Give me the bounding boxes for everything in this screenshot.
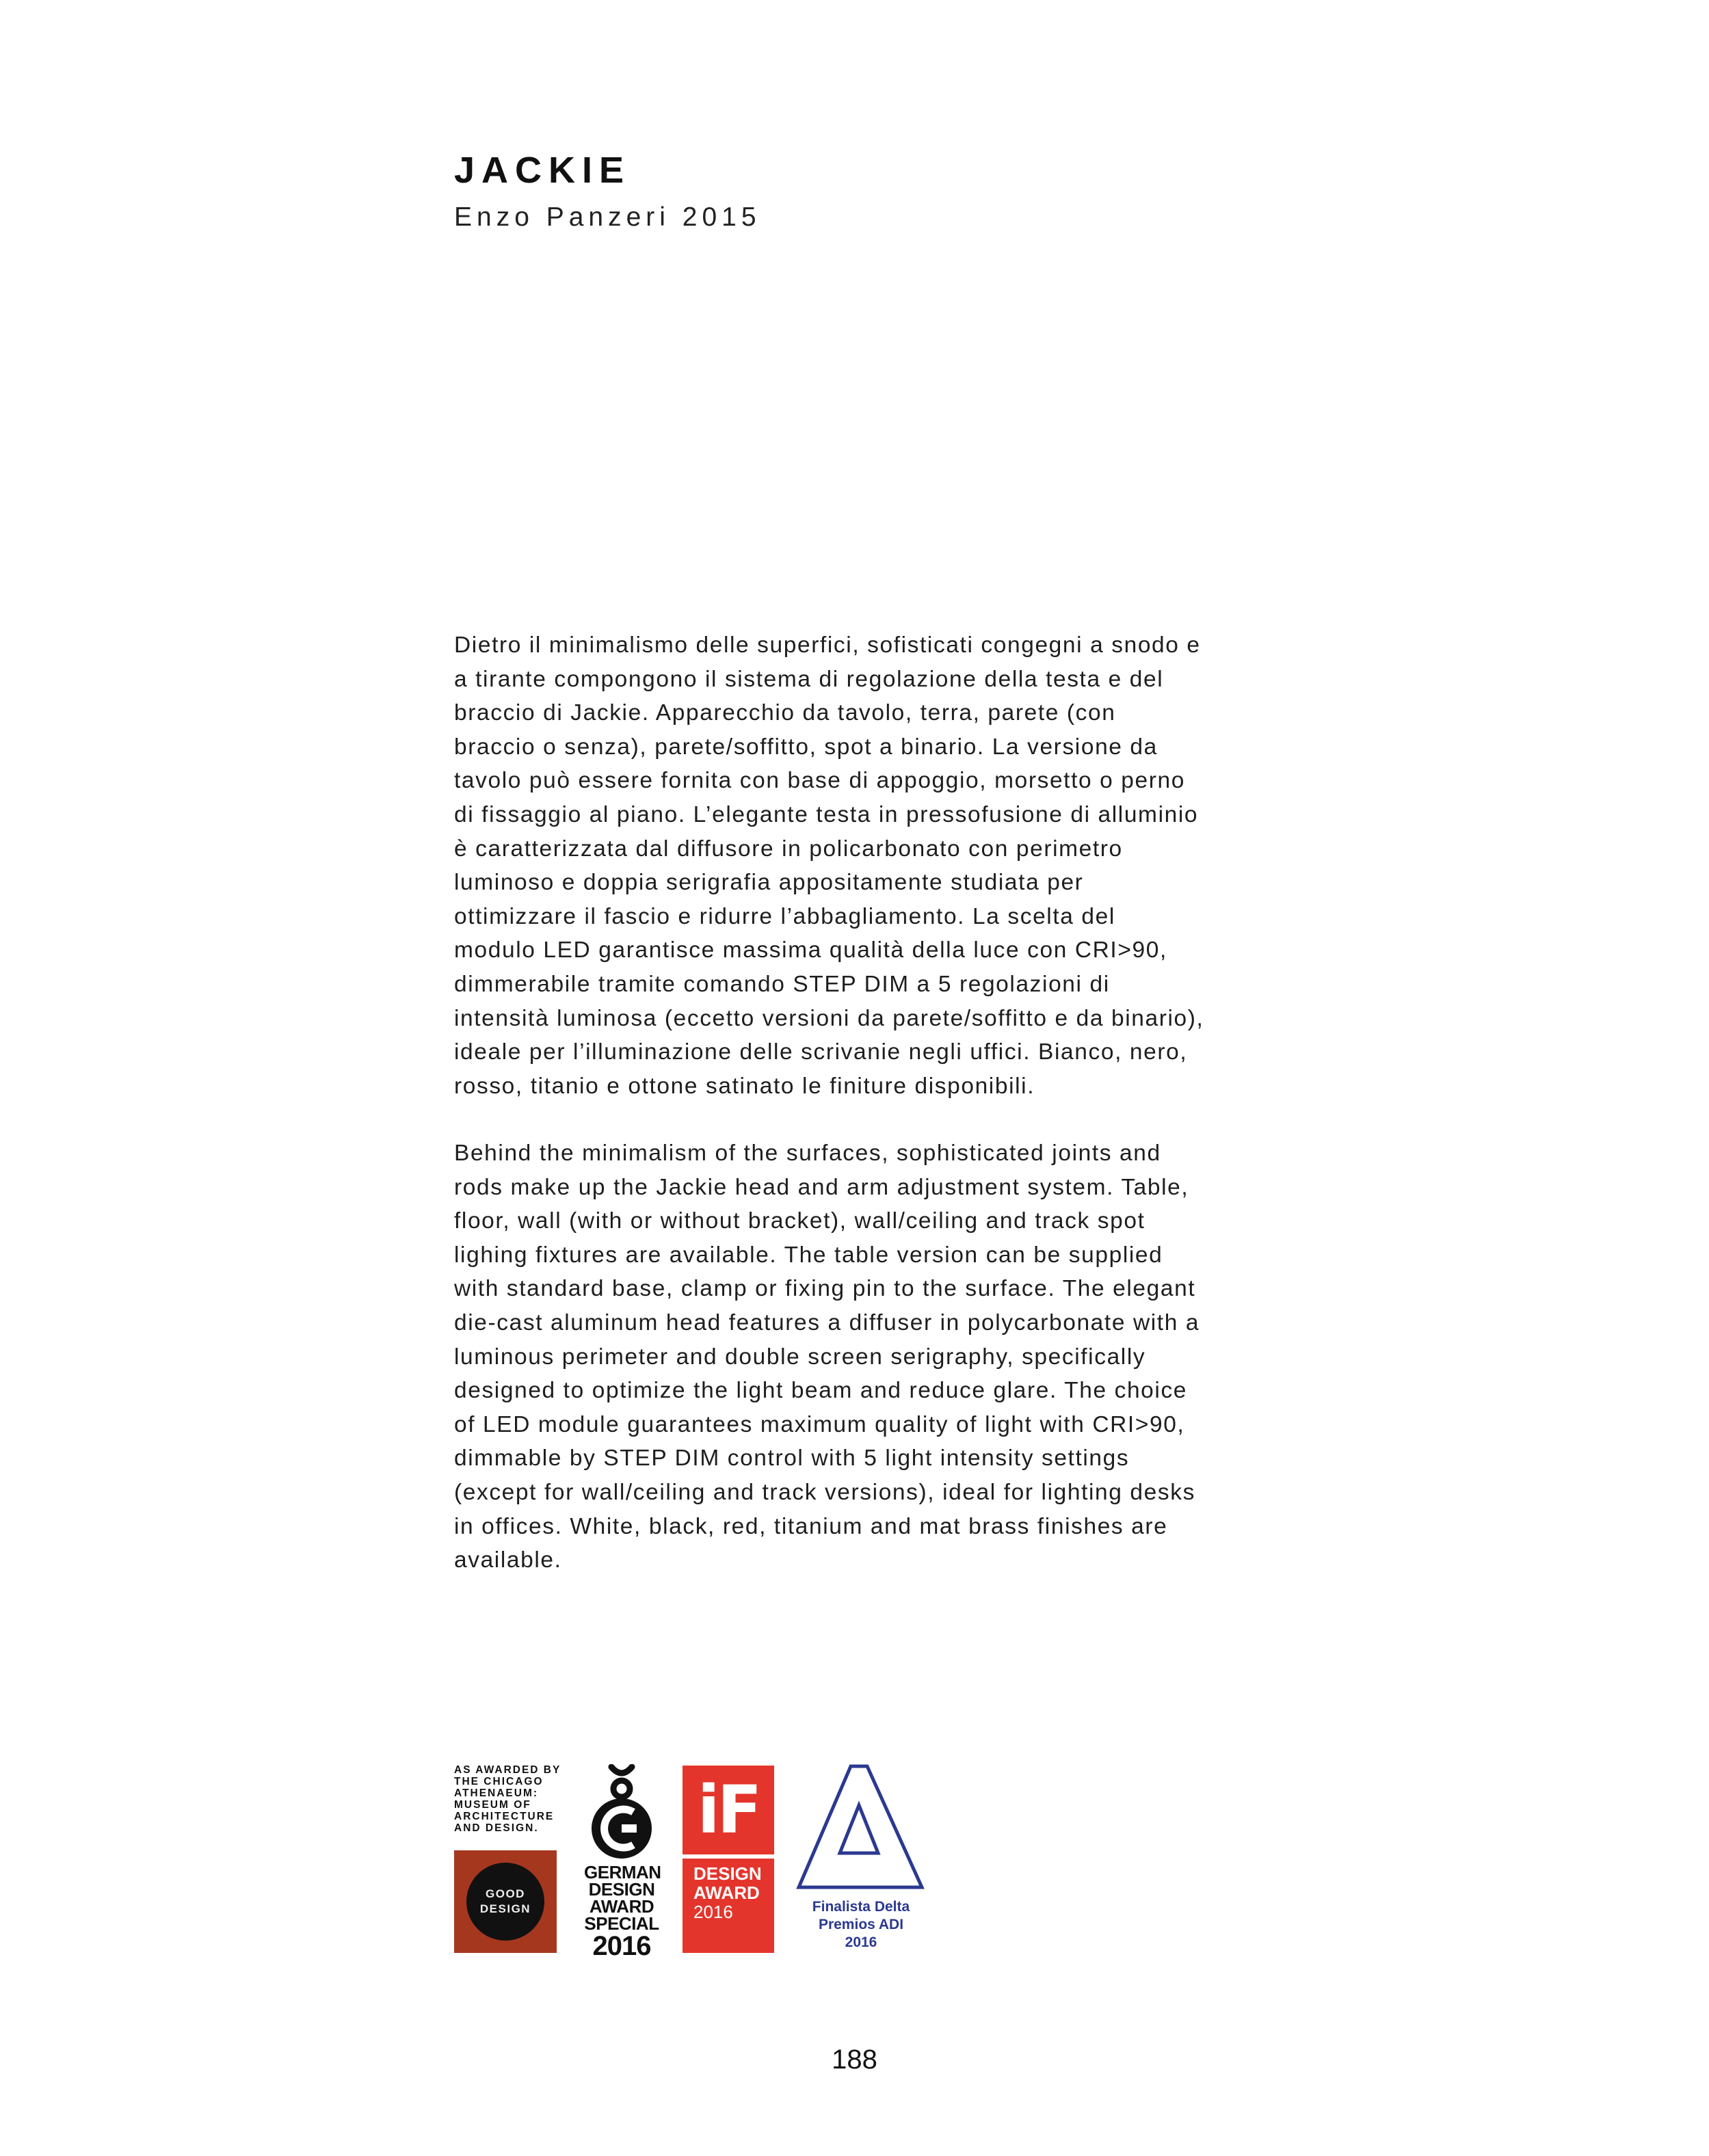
text-line: rosso, titanio e ottone satinato le finiture disponibili.: [454, 1073, 1035, 1099]
german-design-award: [584, 1764, 659, 1962]
if-design-award: [683, 1766, 774, 1953]
caption-line: THE CHICAGO: [454, 1776, 544, 1787]
adi-delta-icon: [796, 1764, 926, 1894]
text-line: a tirante compongono il sistema di regolazione della testa e del: [454, 666, 1164, 692]
text-line: (except for wall/ceiling and track versions), ideal for lighting desks: [454, 1479, 1195, 1505]
text-line: luminous perimeter and double screen serigraphy, specifically: [454, 1344, 1146, 1370]
gda-year: 2016: [592, 1931, 651, 1961]
if-label-box: [683, 1859, 774, 1953]
gda-line: AWARD: [589, 1896, 654, 1917]
gda-line: DESIGN: [588, 1879, 655, 1900]
description-italian: [454, 628, 1261, 1103]
text-line: Behind the minimalism of the surfaces, sophisticated joints and: [454, 1141, 1161, 1166]
text-line: modulo LED garantisce massima qualità della luce con CRI>90,: [454, 937, 1167, 963]
caption-line: MUSEUM OF: [454, 1799, 531, 1811]
adi-award: [796, 1764, 926, 1962]
if-label-line: DESIGN: [693, 1863, 762, 1884]
text-line: dimmerabile tramite comando STEP DIM a 5 regolazioni di: [454, 971, 1110, 997]
text-line: tavolo può essere fornita con base di appoggio, morsetto o perno: [454, 768, 1185, 794]
text-line: di fissaggio al piano. L’elegante testa in pressofusione di alluminio: [454, 801, 1199, 827]
designer-year: Enzo Panzeri 2015: [454, 202, 761, 232]
text-line: dimmable by STEP DIM control with 5 light intensity settings: [454, 1446, 1130, 1472]
text-line: die-cast aluminum head features a diffuser in polycarbonate with a: [454, 1309, 1200, 1335]
adi-caption-line: 2016: [845, 1934, 877, 1950]
good-design-logo-word: DESIGN: [479, 1902, 531, 1915]
product-title: JACKIE: [454, 150, 631, 191]
text-line: ottimizzare il fascio e ridurre l’abbagliamento. La scelta del: [454, 903, 1115, 929]
awards-row: [454, 1764, 1275, 1983]
text-line: of LED module guarantees maximum quality of light with CRI>90,: [454, 1411, 1185, 1437]
adi-caption: [796, 1898, 926, 1952]
good-design-caption: [454, 1764, 561, 1834]
text-line: in offices. White, black, red, titanium and mat brass finishes are: [454, 1513, 1168, 1539]
text-line: rods make up the Jackie head and arm adjustment system. Table,: [454, 1174, 1189, 1200]
gda-line: SPECIAL: [584, 1913, 659, 1934]
good-design-logo-word: GOOD: [486, 1887, 525, 1900]
adi-caption-line: Finalista Delta: [812, 1899, 910, 1915]
text-line: luminoso e doppia serigrafia appositamente studiata per: [454, 870, 1084, 896]
text-line: Dietro il minimalismo delle superfici, sofisticati congegni a snodo e: [454, 633, 1201, 658]
good-design-circle: [466, 1863, 544, 1941]
text-line: lighing fixtures are available. The table version can be supplied: [454, 1242, 1163, 1268]
caption-line: AND DESIGN.: [454, 1822, 539, 1834]
if-logo: iF: [697, 1772, 760, 1848]
caption-line: AS AWARDED BY: [454, 1764, 561, 1776]
text-line: intensità luminosa (eccetto versioni da parete/soffitto e da binario),: [454, 1005, 1204, 1031]
if-logo-box: [683, 1766, 774, 1854]
text-line: floor, wall (with or without bracket), wall/ceiling and track spot: [454, 1208, 1145, 1234]
if-label-line: AWARD: [693, 1882, 760, 1903]
text-line: braccio di Jackie. Apparecchio da tavolo, terra, parete (con: [454, 700, 1116, 726]
description-english: [454, 1136, 1261, 1578]
caption-line: ARCHITECTURE: [454, 1811, 555, 1822]
text-line: available.: [454, 1547, 562, 1573]
adi-caption-line: Premios ADI: [818, 1917, 904, 1932]
gda-line: GERMAN: [584, 1862, 661, 1882]
good-design-logo: [454, 1850, 557, 1953]
german-design-award-emblem-icon: [584, 1764, 659, 1864]
caption-line: ATHENAEUM:: [454, 1787, 539, 1799]
if-label-year: 2016: [693, 1902, 733, 1922]
german-design-award-text: [584, 1864, 659, 1960]
text-line: braccio o senza), parete/soffitto, spot a binario. La versione da: [454, 734, 1158, 760]
text-line: designed to optimize the light beam and reduce glare. The choice: [454, 1378, 1188, 1404]
text-line: with standard base, clamp or fixing pin to the surface. The elegant: [454, 1276, 1196, 1302]
text-line: è caratterizzata dal diffusore in policarbonato con perimetro: [454, 836, 1123, 862]
page-number: 188: [832, 2045, 877, 2075]
text-line: ideale per l’illuminazione delle scrivanie negli uffici. Bianco, nero,: [454, 1039, 1188, 1065]
